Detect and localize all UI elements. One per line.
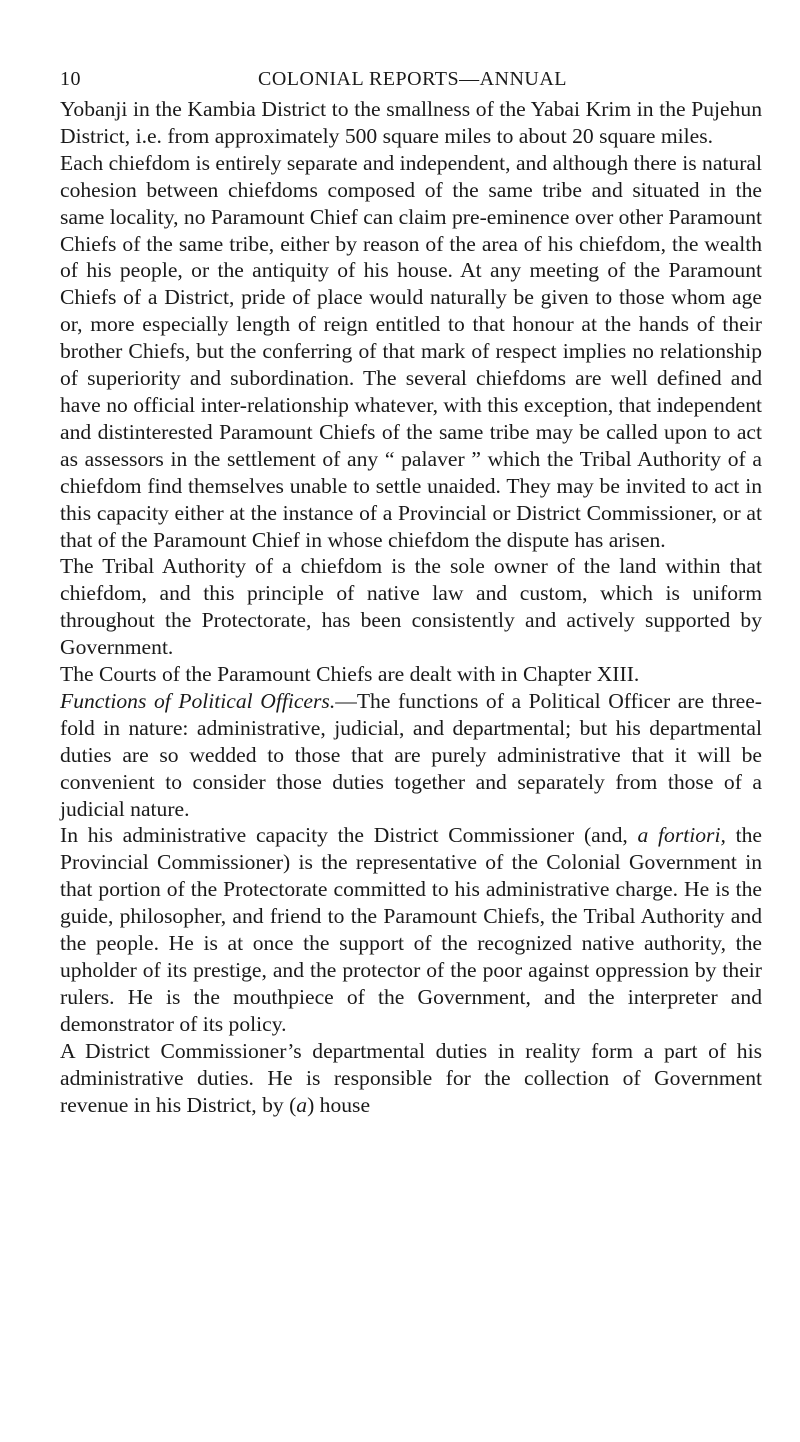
page-number: 10	[60, 68, 81, 90]
section-heading-political-officers: Functions of Political Officers.	[60, 688, 336, 713]
paragraph-7	[60, 1038, 762, 1119]
paragraph-4: The Courts of the Paramount Chiefs are dealt with in Chapter XIII.	[60, 662, 640, 687]
paragraph-5	[60, 688, 762, 823]
paragraph-1: Yobanji in the Kambia District to the smallness of the Yabai Krim in the Pujehun District, i.e. from approximately 500 square miles to about 20 square miles.	[60, 97, 762, 148]
paragraph-7-italic: a	[296, 1092, 308, 1117]
paragraph-2: Each chiefdom is entirely separate and independent, and although there is natural cohesion between chiefdoms composed of the same tribe and situated in the same locality, no Paramount Chief can claim pre-eminence over other Paramount Chiefs of the same tribe, either by reason of the area of his chiefdom, the wealth of his people, or the antiquity of his house. At any meeting of the Paramount Chiefs of a District, pride of place would naturally be given to those whom age or, more especially length of reign entitled to that honour at the hands of their brother Chiefs, but the conferring of that mark of respect implies no relationship of superiority and subordination. The several chiefdoms are well defined and have no official inter-relationship whatever, with this exception, that independent and distinterested Paramount Chiefs of the same tribe may be called upon to act as assessors in the settlement of any “ palaver ” which the Tribal Authority of a chiefdom find themselves unable to settle unaided. They may be invited to act in this capacity either at the instance of a Provincial or District Commissioner, or at that of the Paramount Chief in whose chiefdom the dispute has arisen.	[60, 150, 762, 552]
paragraph-6-text-before: In his administrative capacity the District Commissioner (and,	[60, 823, 638, 848]
paragraph-6-italic: a fortiori,	[637, 823, 726, 848]
body-text	[60, 96, 762, 1118]
paragraph-5-text: —The functions of a Political Officer are three-fold in nature: administrative, judicial, and departmental; but his departmental duties are so wedded to those that are purely administrative that it will be convenient to consider those duties together and separately from those of a judicial nature.	[60, 688, 762, 821]
paragraph-6-text-after: the Provincial Commissioner) is the representative of the Colonial Government in that portion of the Protectorate committed to his administrative charge. He is the guide, philosopher, and friend to the Paramount Chiefs, the Tribal Authority and the people. He is at once the support of the recognized native authority, the upholder of its prestige, and the protector of the poor against oppression by their rulers. He is the mouthpiece of the Government, and the interpreter and demonstrator of its policy.	[60, 823, 762, 1036]
paragraph-7-text-before: A District Commissioner’s departmental duties in reality form a part of his administrative duties. He is responsible for the collection of Government revenue in his District, by (	[60, 1038, 762, 1117]
paragraph-6	[60, 822, 762, 1037]
paragraph-7-text-after: ) house	[307, 1092, 371, 1117]
paragraph-3: The Tribal Authority of a chiefdom is the sole owner of the land within that chiefdom, and this principle of native law and custom, which is uniform throughout the Protectorate, has been consistently and actively supported by Government.	[60, 554, 762, 660]
running-title: COLONIAL REPORTS—ANNUAL	[258, 68, 567, 90]
running-header	[60, 68, 765, 96]
